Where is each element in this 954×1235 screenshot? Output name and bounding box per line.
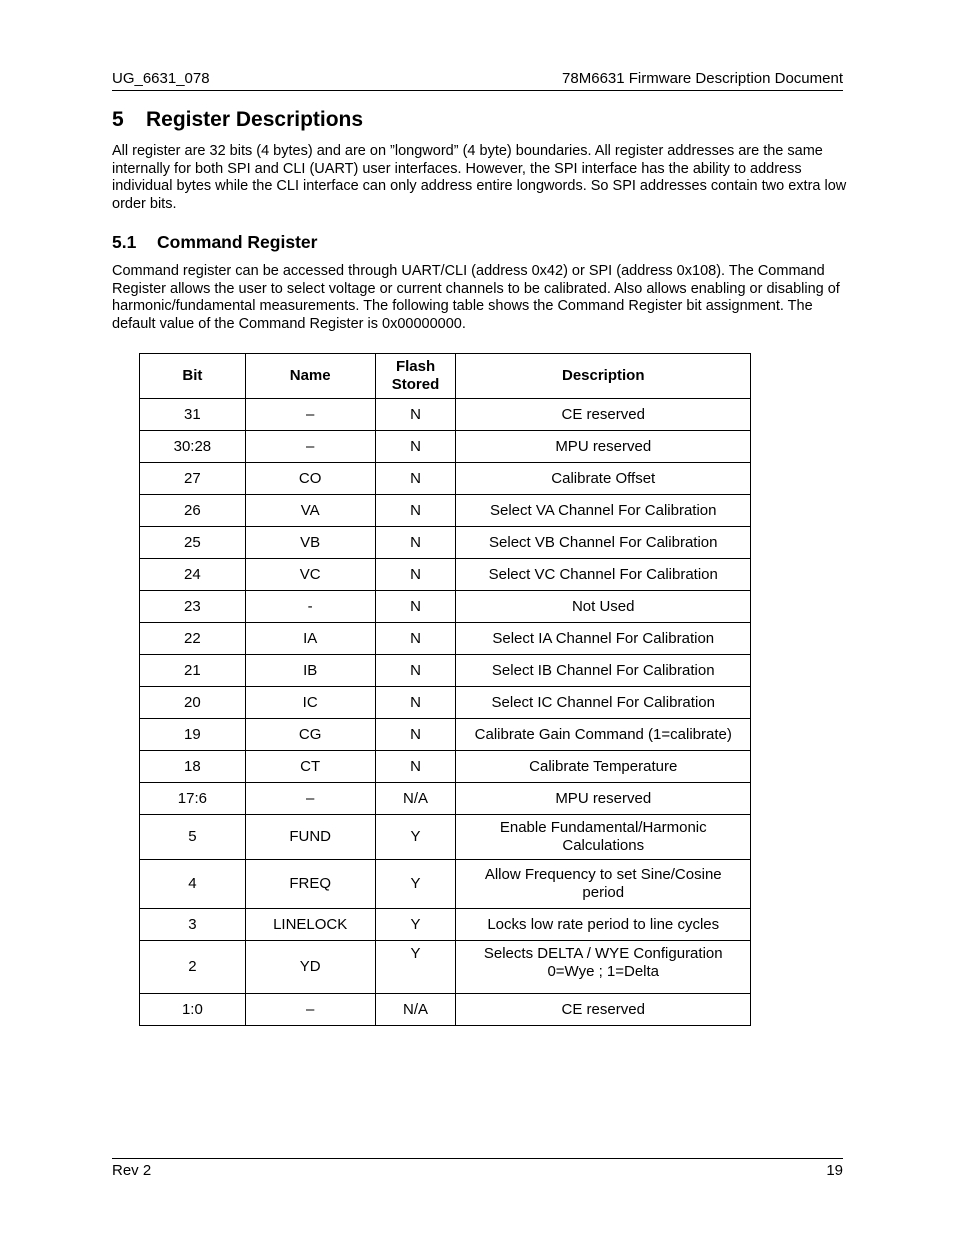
- table-row: [140, 783, 751, 815]
- cell-bit: 17:6: [140, 783, 246, 815]
- table-header-row: [140, 354, 751, 399]
- cell-flash: N: [375, 463, 456, 495]
- table-row: [140, 655, 751, 687]
- subsection-intro-paragraph: Command register can be accessed through UART/CLI (address 0x42) or SPI (address 0x108). The Command Register allows the user to select voltage or current channels to be calibrated. Also allows enabling or disabling of harmonic/fundamental measurements. The following table shows the Command Register bit assignment. The default value of the Command Register is 0x00000000.: [112, 263, 840, 332]
- page-number: 19: [826, 1162, 843, 1179]
- table-row: [140, 559, 751, 591]
- cell-name: FUND: [245, 815, 375, 860]
- cell-name: VB: [245, 527, 375, 559]
- subsection-title: Command Register: [157, 232, 318, 252]
- subsection-heading: [112, 232, 317, 253]
- cell-description: Select VB Channel For Calibration: [456, 527, 751, 559]
- cell-flash: N: [375, 687, 456, 719]
- cell-description: CE reserved: [456, 399, 751, 431]
- cell-flash: Y: [375, 860, 456, 909]
- cell-flash: N: [375, 655, 456, 687]
- page-header: [112, 68, 843, 91]
- section-heading: [112, 108, 363, 132]
- cell-description: Calibrate Gain Command (1=calibrate): [456, 719, 751, 751]
- header-flash-stored: Flash Stored: [375, 354, 456, 399]
- cell-bit: 4: [140, 860, 246, 909]
- cell-name: IC: [245, 687, 375, 719]
- cell-bit: 27: [140, 463, 246, 495]
- table-row: [140, 591, 751, 623]
- section-number: 5: [112, 108, 124, 131]
- cell-bit: 3: [140, 909, 246, 941]
- cell-flash: N: [375, 751, 456, 783]
- header-description: Description: [456, 354, 751, 399]
- cell-bit: 19: [140, 719, 246, 751]
- cell-name: –: [245, 399, 375, 431]
- cell-description: Select IC Channel For Calibration: [456, 687, 751, 719]
- cell-bit: 30:28: [140, 431, 246, 463]
- cell-flash: N: [375, 591, 456, 623]
- cell-description: Select VA Channel For Calibration: [456, 495, 751, 527]
- cell-description: Calibrate Temperature: [456, 751, 751, 783]
- cell-flash: N/A: [375, 783, 456, 815]
- table-row: [140, 463, 751, 495]
- cell-flash: N: [375, 431, 456, 463]
- cell-description: Enable Fundamental/Harmonic Calculations: [456, 815, 751, 860]
- cell-name: LINELOCK: [245, 909, 375, 941]
- cell-flash: N/A: [375, 994, 456, 1026]
- cell-flash: Y: [375, 815, 456, 860]
- cell-flash: Y: [375, 941, 456, 994]
- cell-bit: 22: [140, 623, 246, 655]
- table-row: [140, 719, 751, 751]
- cell-bit: 18: [140, 751, 246, 783]
- cell-name: YD: [245, 941, 375, 994]
- table-row: [140, 994, 751, 1026]
- cell-bit: 31: [140, 399, 246, 431]
- cell-name: –: [245, 783, 375, 815]
- cell-name: CO: [245, 463, 375, 495]
- cell-bit: 26: [140, 495, 246, 527]
- cell-bit: 5: [140, 815, 246, 860]
- cell-flash: N: [375, 527, 456, 559]
- cell-bit: 25: [140, 527, 246, 559]
- table-row: [140, 399, 751, 431]
- cell-description: Select IA Channel For Calibration: [456, 623, 751, 655]
- cell-name: –: [245, 431, 375, 463]
- cell-bit: 20: [140, 687, 246, 719]
- table-row: [140, 941, 751, 994]
- cell-name: VC: [245, 559, 375, 591]
- section-intro-paragraph: All register are 32 bits (4 bytes) and are on ”longword” (4 byte) boundaries. All register addresses are the same internally for both SPI and CLI (UART) user interfaces. However, the SPI interface has the ability to address individual bytes while the CLI interface can only address entire longwords. So SPI addresses contain two extra low order bits.: [112, 143, 847, 212]
- cell-description: MPU reserved: [456, 783, 751, 815]
- cell-name: IB: [245, 655, 375, 687]
- cell-flash: N: [375, 719, 456, 751]
- cell-name: VA: [245, 495, 375, 527]
- table-row: [140, 860, 751, 909]
- table-row: [140, 527, 751, 559]
- cell-description: Selects DELTA / WYE Configuration 0=Wye ; 1=Delta: [456, 941, 751, 994]
- cell-description: Calibrate Offset: [456, 463, 751, 495]
- cell-description: Not Used: [456, 591, 751, 623]
- table-row: [140, 495, 751, 527]
- section-title: Register Descriptions: [146, 108, 364, 131]
- table-row: [140, 623, 751, 655]
- cell-bit: 1:0: [140, 994, 246, 1026]
- cell-flash: N: [375, 623, 456, 655]
- cell-description: MPU reserved: [456, 431, 751, 463]
- cell-name: IA: [245, 623, 375, 655]
- cell-name: CG: [245, 719, 375, 751]
- cell-bit: 21: [140, 655, 246, 687]
- header-bit: Bit: [140, 354, 246, 399]
- cell-description: CE reserved: [456, 994, 751, 1026]
- cell-description: Select IB Channel For Calibration: [456, 655, 751, 687]
- subsection-number: 5.1: [112, 232, 137, 252]
- cell-name: –: [245, 994, 375, 1026]
- document-title: 78M6631 Firmware Description Document: [562, 70, 843, 87]
- cell-name: -: [245, 591, 375, 623]
- cell-bit: 2: [140, 941, 246, 994]
- table-row: [140, 751, 751, 783]
- revision-label: Rev 2: [112, 1162, 152, 1179]
- table-row: [140, 815, 751, 860]
- table-row: [140, 431, 751, 463]
- cell-flash: Y: [375, 909, 456, 941]
- cell-description: Allow Frequency to set Sine/Cosine period: [456, 860, 751, 909]
- table-row: [140, 909, 751, 941]
- cell-description: Select VC Channel For Calibration: [456, 559, 751, 591]
- table-row: [140, 687, 751, 719]
- cell-flash: N: [375, 559, 456, 591]
- cell-bit: 23: [140, 591, 246, 623]
- document-id: UG_6631_078: [112, 70, 210, 87]
- page-footer: [112, 1158, 843, 1181]
- command-register-table: [139, 353, 751, 1026]
- cell-flash: N: [375, 399, 456, 431]
- cell-bit: 24: [140, 559, 246, 591]
- header-name: Name: [245, 354, 375, 399]
- cell-name: CT: [245, 751, 375, 783]
- cell-flash: N: [375, 495, 456, 527]
- cell-name: FREQ: [245, 860, 375, 909]
- cell-description: Locks low rate period to line cycles: [456, 909, 751, 941]
